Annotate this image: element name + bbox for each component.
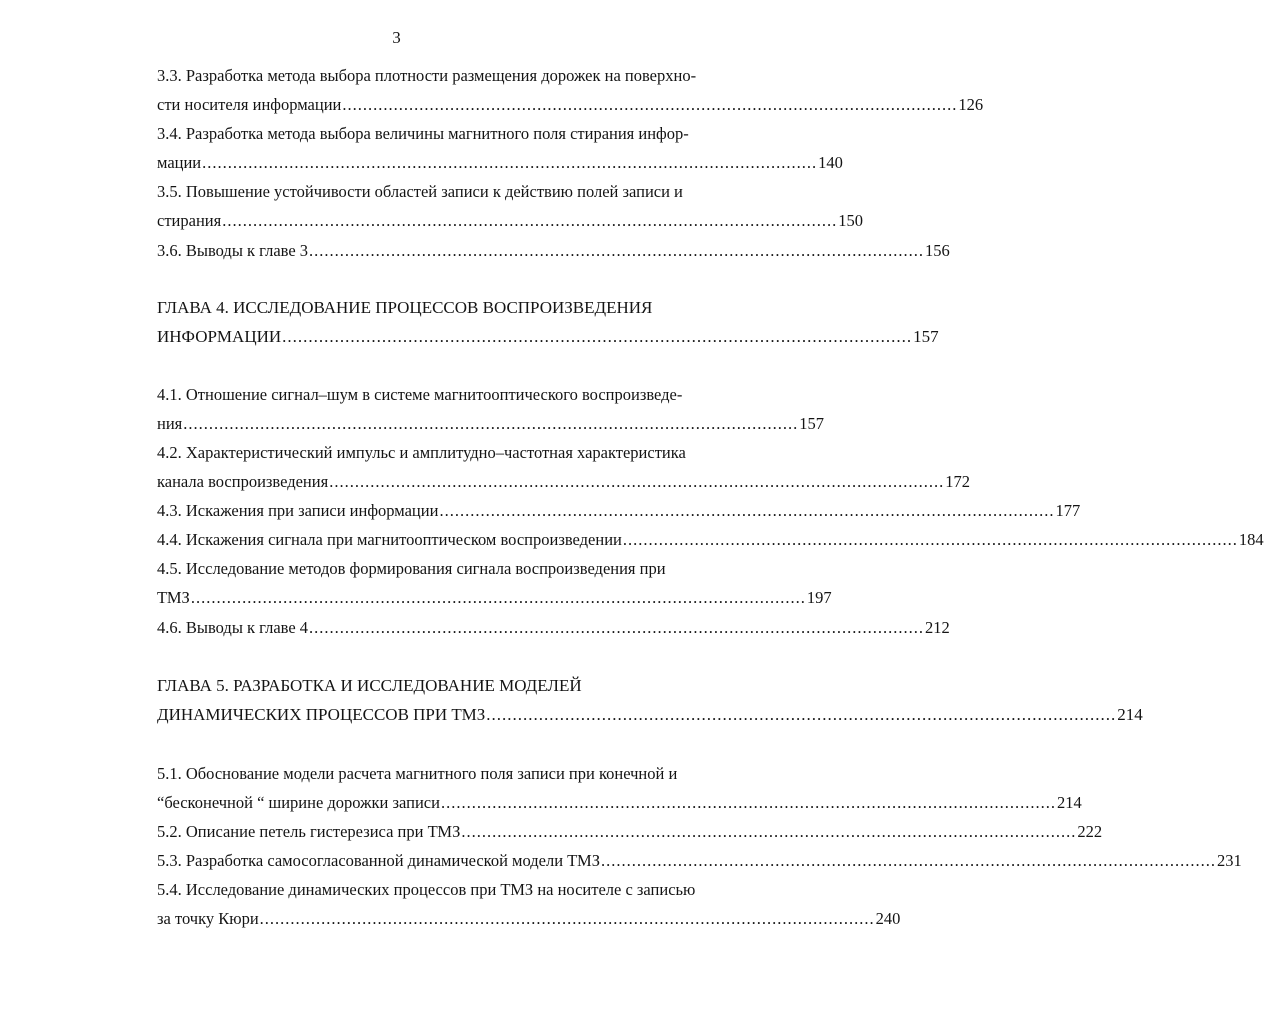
toc-page-number: 197 <box>806 588 832 607</box>
toc-entry-title: 4.3. Искажения при записи информации <box>157 501 439 520</box>
toc-entry-3-5[interactable] <box>157 210 863 232</box>
toc-entry-3-3-line-1: 3.3. Разработка метода выбора плотности размещения дорожек на поверхно- <box>157 66 697 85</box>
toc-entry-5-4-line-1: 5.4. Исследование динамических процессов при ТМЗ на носителе с записью <box>157 880 696 899</box>
chapter-4-heading-line-1: ГЛАВА 4. ИССЛЕДОВАНИЕ ПРОЦЕССОВ ВОСПРОИЗВЕДЕНИЯ <box>157 298 653 317</box>
toc-page-number: 157 <box>913 327 939 346</box>
toc-entry-3-4[interactable] <box>157 152 843 174</box>
leader-dots: ........................................................................................................................ <box>309 241 925 260</box>
toc-entry-4-1[interactable] <box>157 413 824 435</box>
toc-page-number: 184 <box>1238 530 1264 549</box>
toc-entry-title: “бесконечной “ ширине дорожки записи <box>157 793 440 812</box>
leader-dots: ........................................................................................................................ <box>486 705 1117 724</box>
toc-entry-title: сти носителя информации <box>157 95 342 114</box>
toc-entry-3-6[interactable] <box>157 240 950 262</box>
leader-dots: ........................................................................................................................ <box>222 211 838 230</box>
toc-entry-3-4-line-1: 3.4. Разработка метода выбора величины магнитного поля стирания инфор- <box>157 124 689 143</box>
page-number: 3 <box>392 28 401 47</box>
toc-entry-4-5-line-1: 4.5. Исследование методов формирования сигнала воспроизведения при <box>157 559 666 578</box>
toc-entry-4-4[interactable] <box>157 529 1264 551</box>
leader-dots: ........................................................................................................................ <box>202 153 818 172</box>
toc-entry-title: 3.6. Выводы к главе 3 <box>157 241 309 260</box>
toc-entry-4-2-line-1: 4.2. Характеристический импульс и амплитудно–частотная характеристика <box>157 443 686 462</box>
leader-dots: ........................................................................................................................ <box>342 95 958 114</box>
toc-page-number: 212 <box>925 618 950 637</box>
toc-entry-3-3[interactable] <box>157 94 984 116</box>
toc-page-number: 150 <box>838 211 863 230</box>
leader-dots: ........................................................................................................................ <box>439 501 1055 520</box>
toc-entry-4-5[interactable] <box>157 587 832 609</box>
toc-entry-title: за точку Кюри <box>157 909 259 928</box>
toc-entry-3-5-line-1: 3.5. Повышение устойчивости областей записи к действию полей записи и <box>157 182 683 201</box>
toc-entry-4-3[interactable] <box>157 500 1081 522</box>
toc-entry-title: ТМЗ <box>157 588 190 607</box>
toc-page-number: 157 <box>799 414 824 433</box>
toc-page-number: 240 <box>875 909 901 928</box>
toc-entry-title: канала воспроизведения <box>157 472 329 491</box>
toc-entry-title: ния <box>157 414 183 433</box>
leader-dots: ........................................................................................................................ <box>309 618 925 637</box>
toc-page-number: 214 <box>1056 793 1082 812</box>
toc-entry-4-6[interactable] <box>157 617 950 639</box>
leader-dots: ........................................................................................................................ <box>259 909 875 928</box>
toc-entry-title: 4.6. Выводы к главе 4 <box>157 618 309 637</box>
toc-page-number: 214 <box>1117 705 1143 724</box>
toc-entry-4-2[interactable] <box>157 471 970 493</box>
toc-entry-chapter-4[interactable] <box>157 326 939 348</box>
leader-dots: ........................................................................................................................ <box>461 822 1077 841</box>
toc-entry-5-4[interactable] <box>157 908 901 930</box>
leader-dots: ........................................................................................................................ <box>600 851 1216 870</box>
toc-page-number: 140 <box>818 153 843 172</box>
toc-entry-title: ИНФОРМАЦИИ <box>157 327 282 346</box>
toc-entry-4-1-line-1: 4.1. Отношение сигнал–шум в системе магнитооптического воспроизведе- <box>157 385 683 404</box>
leader-dots: ........................................................................................................................ <box>329 472 945 491</box>
toc-entry-title: стирания <box>157 211 222 230</box>
toc-entry-title: 4.4. Искажения сигнала при магнитооптическом воспроизведении <box>157 530 622 549</box>
toc-page-number: 126 <box>958 95 984 114</box>
toc-page-number: 172 <box>945 472 970 491</box>
leader-dots: ........................................................................................................................ <box>183 414 799 433</box>
toc-page-number: 231 <box>1216 851 1242 870</box>
chapter-5-heading-line-1: ГЛАВА 5. РАЗРАБОТКА И ИССЛЕДОВАНИЕ МОДЕЛЕЙ <box>157 676 582 695</box>
toc-entry-5-3[interactable] <box>157 850 1242 872</box>
leader-dots: ........................................................................................................................ <box>282 327 913 346</box>
leader-dots: ........................................................................................................................ <box>190 588 806 607</box>
leader-dots: ........................................................................................................................ <box>440 793 1056 812</box>
toc-entry-title: ДИНАМИЧЕСКИХ ПРОЦЕССОВ ПРИ ТМЗ <box>157 705 486 724</box>
toc-page-number: 177 <box>1055 501 1081 520</box>
toc-entry-title: 5.3. Разработка самосогласованной динамической модели ТМЗ <box>157 851 600 870</box>
toc-entry-chapter-5[interactable] <box>157 704 1143 726</box>
toc-entry-title: 5.2. Описание петель гистерезиса при ТМЗ <box>157 822 461 841</box>
toc-entry-5-2[interactable] <box>157 821 1103 843</box>
toc-entry-title: мации <box>157 153 202 172</box>
leader-dots: ........................................................................................................................ <box>622 530 1238 549</box>
toc-entry-5-1[interactable] <box>157 792 1082 814</box>
toc-page-number: 222 <box>1077 822 1103 841</box>
toc-entry-5-1-line-1: 5.1. Обоснование модели расчета магнитного поля записи при конечной и <box>157 764 678 783</box>
toc-page-number: 156 <box>925 241 950 260</box>
